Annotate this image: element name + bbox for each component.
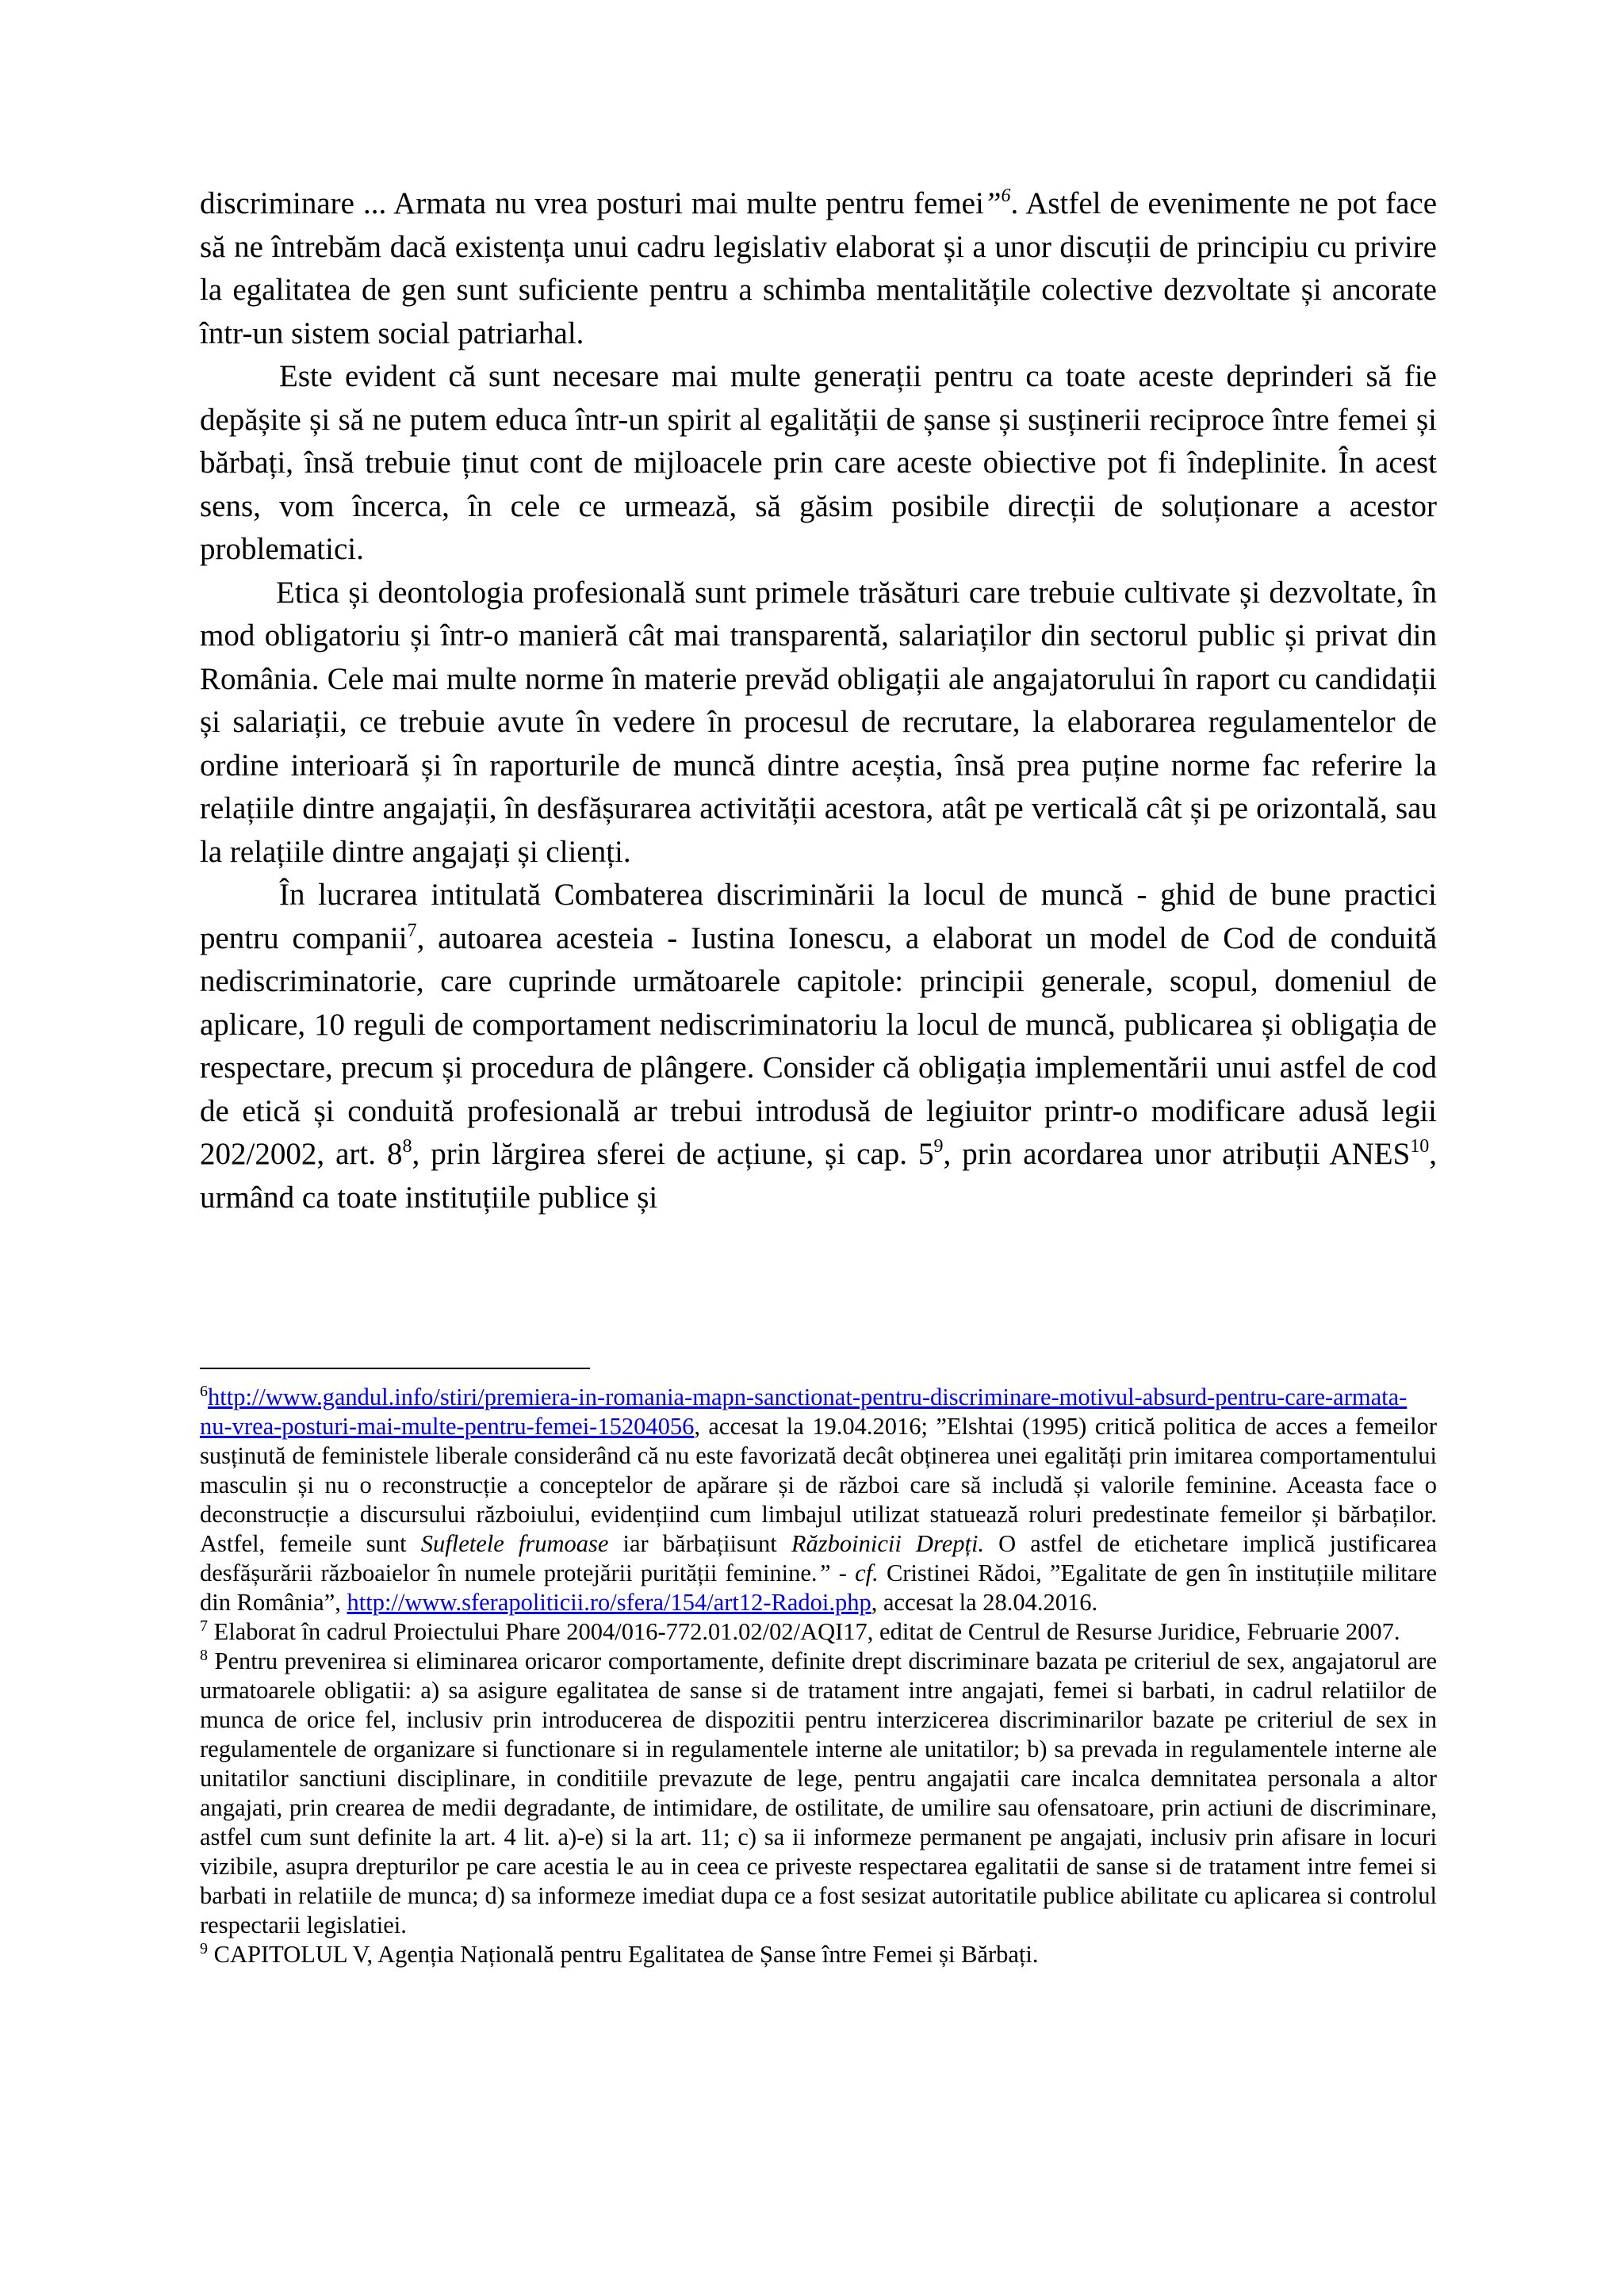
text-span: , prin lărgirea sferei de acțiune, și cap. 5 (412, 1137, 934, 1171)
text-span: O astfel de etichetare implică justificarea desfășurării războaielor în numele protejării purității feminine. (200, 1530, 1438, 1586)
text-span: În lucrarea intitulată Combaterea discriminării la locul de muncă - ghid de bune practici pentru companii (200, 878, 1437, 955)
text-span: , urmând ca toate instituțiile publice și (200, 1137, 1438, 1215)
paragraph-2: Este evident că sunt necesare mai multe generații pentru ca toate aceste deprinderi să fie depășite și să ne putem educa într-un spirit al egalității de șanse și susținerii reciproce între femei și bărbați, însă trebuie ținut cont de mijloacele prin care aceste obiective pot fi îndeplinite. În acest sens, vom încerca, în cele ce urmează, să găsim posibile direcții de soluționare a acestor problematici. (200, 359, 1437, 566)
paragraph-4 (200, 874, 1437, 1219)
italic-text: Sufletele frumoase (420, 1530, 609, 1557)
footnote-ref-6-number: 6 (1001, 186, 1011, 206)
footnote-ref-10[interactable]: 10 (1410, 1136, 1430, 1157)
footnote-link-sferapoliticii[interactable]: http://www.sferapoliticii.ro/sfera/154/art12-Radoi.php (347, 1589, 871, 1616)
paragraph-1 (200, 182, 1437, 355)
footnote-ref-6[interactable] (1002, 186, 1011, 206)
footnote-7 (200, 1617, 1437, 1647)
paragraph-3: Etica și deontologia profesională sunt primele trăsături care trebuie cultivate și dezvoltate, în mod obligatoriu și într-o manieră cât mai transparentă, salariaților din sectorul public și privat din România. Cele mai multe norme în materie prevăd obligații ale angajatorului în raport cu candidații și salariații, ce trebuie avute în vedere în procesul de recrutare, la elaborarea regulamentelor de ordine interioară și în raporturile de muncă dintre aceștia, însă prea puține norme fac referire la relațiile dintre angajații, în desfășurarea activității acestora, atât pe verticală cât și pe orizontală, sau la relațiile dintre angajați și clienți. (200, 575, 1437, 869)
footnote-separator (200, 1368, 590, 1369)
footnote-mark: 9 (200, 1940, 208, 1957)
text-span: discriminare ... Armata nu vrea posturi mai multe pentru femei (200, 186, 984, 220)
text-span: , accesat la 19.04.2016; ”Elshtai (1995) critică politica de acces a femeilor susținută de feministele liberale considerând că nu este favorizată decât obținerea unei egalități prin imitarea comportamentului masculin și nu o reconstrucție a conceptelor de apărare și de război care să includă și valorile feminine. Aceasta face o deconstrucție a discursului războiului, evidențiind cum limbajul utilizat statuează roluri predestinate femeilor și bărbaților. Astfel, femeile sunt (200, 1413, 1437, 1557)
text-span: Pentru prevenirea si eliminarea oricaror comportamente, definite drept discriminare bazata pe criteriul de sex, angajatorul are urmatoarele obligatii: a) sa asigure egalitatea de sanse si de tratament intre angajati, femei si barbati, in cadrul relatiilor de munca de orice fel, inclusiv prin introducerea de dispozitii pentru interzicerea discriminarilor bazate pe criteriul de sex in regulamentele de organizare si functionare si in regulamentele interne ale unitatilor; b) sa prevada in regulamentele interne ale unitatilor sanctiuni disciplinare, in conditiile prevazute de lege, pentru angajatii care incalca demnitatea personala a altor angajati, prin crearea de medii degradante, de intimidare, de ostilitate, de umilire sau ofensatoare, prin actiuni de discriminare, astfel cum sunt definite la art. 4 lit. a)-e) si la art. 11; c) sa ii informeze permanent pe angajati, inclusiv prin afisare in locuri vizibile, asupra drepturilor pe care acestia le au in ceea ce priveste respectarea egalitatii de sanse si de tratament intre femei si barbati in relatiile de munca; d) sa informeze imediat dupa ce a fost sesizat autoritatile publice abilitate cu aplicarea si controlul respectarii legislatiei. (200, 1647, 1437, 1938)
footnote-ref-9[interactable]: 9 (933, 1136, 944, 1157)
text-span: Cristinei Rădoi, ”Egalitate de gen în instituțiile militare din România”, (200, 1559, 1437, 1616)
text-span: iar bărbațiisunt (608, 1530, 791, 1557)
text-span: , accesat la 28.04.2016. (871, 1589, 1098, 1616)
main-text (200, 182, 1437, 1219)
footnote-ref-7[interactable]: 7 (407, 920, 417, 941)
footnote-mark: 8 (200, 1647, 208, 1664)
footnote-mark: 7 (200, 1617, 208, 1635)
footnote-9 (200, 1940, 1437, 1969)
footnotes (200, 1383, 1437, 1969)
footnote-6 (200, 1383, 1437, 1617)
text-span: Elaborat în cadrul Proiectului Phare 2004/016-772.01.02/02/AQI17, editat de Centrul de Resurse Juridice, Februarie 2007. (208, 1618, 1400, 1645)
closing-quote: ” (983, 186, 1002, 220)
footnote-ref-8[interactable]: 8 (402, 1136, 412, 1157)
text-span: CAPITOLUL V, Agenția Națională pentru Egalitatea de Șanse între Femei și Bărbați. (208, 1941, 1039, 1968)
text-span: , autoarea acesteia - Iustina Ionescu, a elaborat un model de Cod de conduită nediscriminatorie, care cuprinde următoarele capitole: principii generale, scopul, domeniul de aplicare, 10 reguli de comportament nediscriminatoriu la locul de muncă, publicarea și obligația de respectare, precum și procedura de plângere. Consider că obligația implementării unui astfel de cod de etică și conduită profesională ar trebui introdusă de legiuitor printr-o modificare adusă legii 202/2002, art. 8 (200, 920, 1437, 1171)
italic-text: ” - cf. (817, 1559, 879, 1586)
text-span: , prin acordarea unor atribuții ANES (943, 1137, 1411, 1171)
footnote-8 (200, 1647, 1437, 1940)
footnote-mark: 6 (200, 1383, 208, 1400)
footnote-link-gandul[interactable]: http://www.gandul.info/stiri/premiera-in-romania-mapn-sanctionat-pentru-discriminare-motivul-absurd-pentru-care-armata-nu-vrea-posturi-mai-multe-pentru-femei-15204056 (200, 1383, 1408, 1440)
italic-text: Războinicii Drepți. (791, 1530, 985, 1557)
text-span: . Astfel de evenimente ne pot face să ne întrebăm dacă existența unui cadru legislativ elaborat și a unor discuții de principiu cu privire la egalitatea de gen sunt suficiente pentru a schimba mentalitățile colective dezvoltate și ancorate într-un sistem social patriarhal. (200, 186, 1437, 350)
